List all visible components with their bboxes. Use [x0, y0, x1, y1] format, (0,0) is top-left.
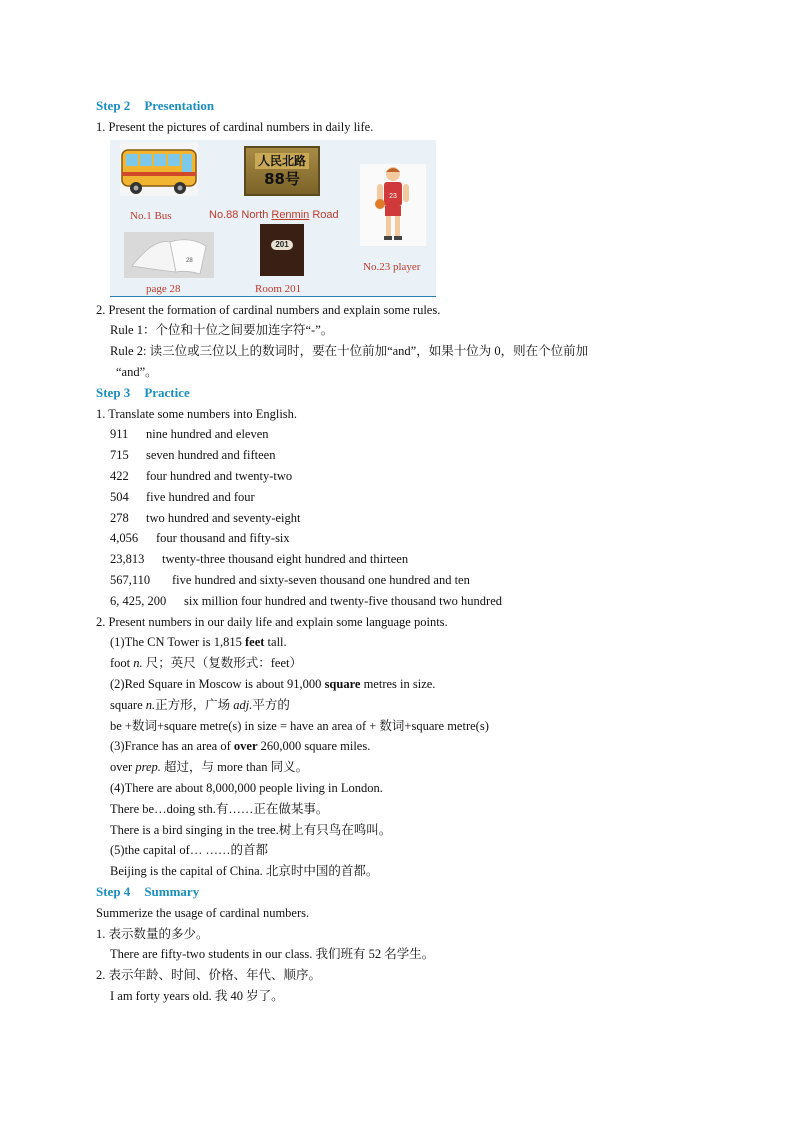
rule-2: Rule 2: 读三位或三位以上的数词时，要在十位前加“and”，如果十位为 0，则在个位前加	[110, 344, 589, 359]
step4-name: Summary	[144, 883, 200, 899]
point-2-formula: be +数词+square metre(s) in size = have an area of + 数词+square metre(s)	[110, 718, 489, 733]
usage-1-example: There are fifty-two students in our class. 我们班有 52 名学生。	[110, 947, 435, 962]
point-3-note: over prep. 超过，与 more than 同义。	[110, 760, 309, 775]
step2-item1: 1. Present the pictures of cardinal numbers in daily life.	[96, 119, 374, 134]
open-book-image	[124, 232, 214, 278]
step3-name: Practice	[144, 384, 190, 400]
point-2: (2)Red Square in Moscow is about 91,000 square metres in size.	[110, 676, 436, 691]
svg-text:28: 28	[186, 257, 193, 264]
number-row: 23,813 twenty-three thousand eight hundred and thirteen	[110, 552, 409, 567]
point-3: (3)France has an area of over 260,000 square miles.	[110, 739, 371, 754]
point-1-note: foot n. 尺；英尺（复数形式：feet）	[110, 656, 302, 671]
number-row: 911 nine hundred and eleven	[110, 427, 269, 442]
room-door-image	[260, 224, 304, 276]
number-row: 4,056 four thousand and fifty-six	[110, 531, 290, 546]
rule-1: Rule 1：个位和十位之间要加连字符“-”。	[110, 323, 334, 338]
usage-2-example: I am forty years old. 我 40 岁了。	[110, 988, 284, 1003]
road-sign-number: 88号	[264, 169, 300, 188]
usage-2: 2. 表示年龄、时间、价格、年代、顺序。	[96, 968, 322, 983]
number-row: 278 two hundred and seventy-eight	[110, 510, 301, 525]
point-4-note: There be…doing sth.有……正在做某事。	[110, 801, 329, 816]
step3-item1: 1. Translate some numbers into English.	[96, 406, 298, 421]
point-1: (1)The CN Tower is 1,815 feet tall.	[110, 635, 287, 650]
point-2-note: square n.正方形，广场 adj.平方的	[110, 697, 290, 712]
document-page	[96, 96, 706, 1007]
room-caption: Room 201	[255, 282, 302, 295]
cardinal-numbers-image-panel	[110, 140, 436, 297]
road-sign-image	[244, 146, 320, 196]
point-4-example: There is a bird singing in the tree.树上有只鸟在鸣叫。	[110, 822, 392, 837]
step2-name: Presentation	[144, 98, 215, 113]
step2-item2: 2. Present the formation of cardinal numbers and explain some rules.	[96, 302, 441, 317]
usage-1: 1. 表示数量的多少。	[96, 926, 209, 941]
basketball-player-image	[360, 164, 426, 246]
point-5-example: Beijing is the capital of China. 北京时中国的首都。	[110, 864, 379, 879]
point-5: (5)the capital of… ……的首都	[110, 843, 268, 858]
step4-title: Step 4	[96, 883, 131, 899]
number-row: 567,110 five hundred and sixty-seven thousand one hundred and ten	[110, 572, 470, 587]
player-caption: No.23 player	[363, 260, 421, 273]
road-caption: No.88 North Renmin Road	[209, 208, 339, 221]
road-sign-name: 人民北路	[255, 153, 309, 169]
number-row: 715 seven hundred and fifteen	[110, 448, 276, 463]
number-row: 422 four hundred and twenty-two	[110, 468, 293, 483]
bus-image	[120, 142, 198, 196]
bus-caption: No.1 Bus	[130, 209, 172, 222]
step2-heading	[96, 96, 706, 117]
step3-heading	[96, 383, 706, 404]
step3-item2: 2. Present numbers in our daily life and explain some language points.	[96, 614, 448, 629]
number-row: 504 five hundred and four	[110, 489, 255, 504]
point-4: (4)There are about 8,000,000 people living in London.	[110, 780, 383, 795]
rule-2-continued: “and”。	[116, 364, 158, 379]
room-door-plate: 201	[271, 240, 292, 250]
number-row: 6, 425, 200 six million four hundred and twenty-five thousand two hundred	[110, 593, 502, 608]
player-jersey-number: 23	[389, 192, 397, 200]
step4-intro: Summerize the usage of cardinal numbers.	[96, 905, 310, 920]
step4-heading	[96, 882, 706, 903]
step2-title: Step 2	[96, 98, 131, 113]
page-caption: page 28	[146, 282, 181, 295]
step3-title: Step 3	[96, 384, 131, 400]
